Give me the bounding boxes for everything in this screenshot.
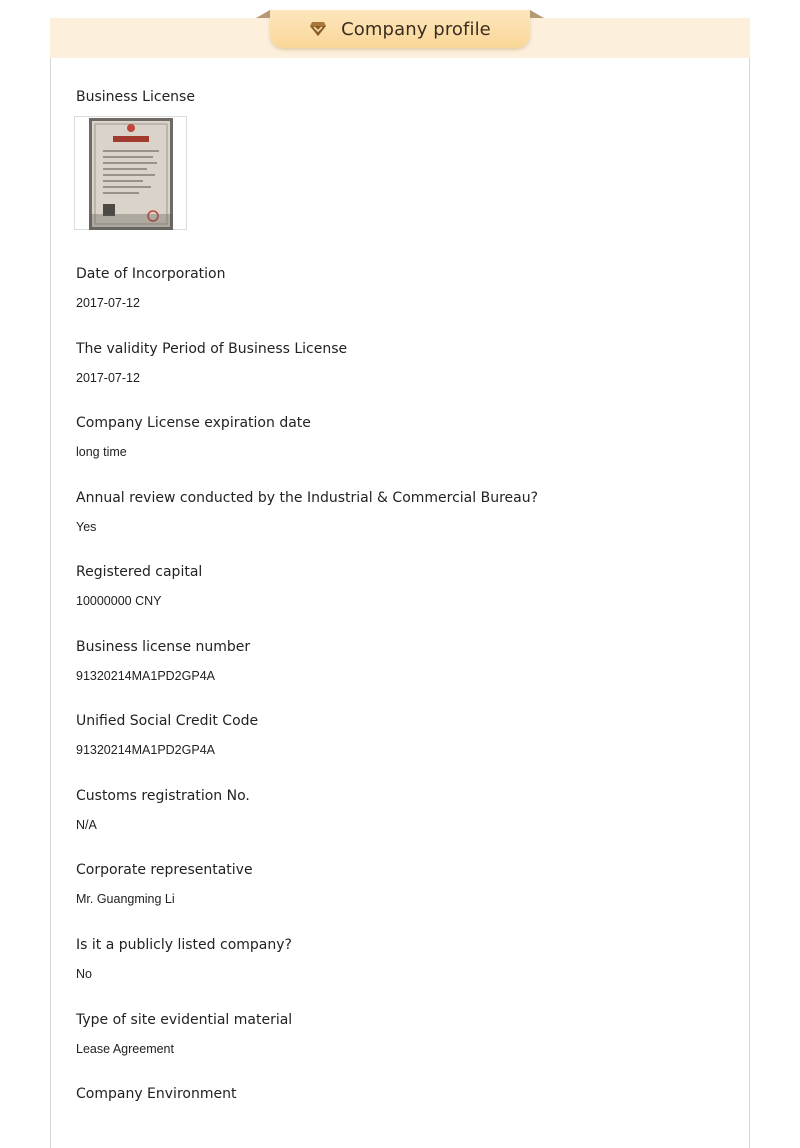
registered-capital-value: 10000000 CNY [76, 594, 162, 608]
site-evidential-material-label: Type of site evidential material [76, 1012, 293, 1028]
annual-review-value: Yes [76, 520, 97, 534]
license-expiration-label: Company License expiration date [76, 415, 311, 431]
business-license-label: Business License [76, 89, 195, 105]
date-of-incorporation-label: Date of Incorporation [76, 266, 226, 282]
company-environment-label: Company Environment [76, 1086, 237, 1102]
unified-social-credit-code-label: Unified Social Credit Code [76, 713, 259, 729]
site-evidential-material-value: Lease Agreement [76, 1042, 174, 1056]
tab-ear-left [256, 10, 270, 18]
publicly-listed-label: Is it a publicly listed company? [76, 937, 292, 953]
tab-ear-right [530, 10, 544, 18]
section-title-tab [270, 10, 530, 48]
annual-review-label: Annual review conducted by the Industrial & Commercial Bureau? [76, 490, 539, 506]
date-of-incorporation-value: 2017-07-12 [76, 296, 140, 310]
business-license-number-label: Business license number [76, 639, 251, 655]
corporate-representative-value: Mr. Guangming Li [76, 892, 175, 906]
page-title: Company profile [341, 18, 491, 40]
business-license-image[interactable] [74, 116, 187, 230]
license-expiration-value: long time [76, 445, 127, 459]
business-license-number-value: 91320214MA1PD2GP4A [76, 669, 215, 683]
publicly-listed-value: No [76, 967, 92, 981]
unified-social-credit-code-value: 91320214MA1PD2GP4A [76, 743, 215, 757]
corporate-representative-label: Corporate representative [76, 862, 253, 878]
customs-registration-value: N/A [76, 818, 97, 832]
validity-period-label: The validity Period of Business License [76, 341, 348, 357]
customs-registration-label: Customs registration No. [76, 788, 250, 804]
validity-period-value: 2017-07-12 [76, 371, 140, 385]
registered-capital-label: Registered capital [76, 564, 203, 580]
diamond-icon [309, 21, 327, 37]
